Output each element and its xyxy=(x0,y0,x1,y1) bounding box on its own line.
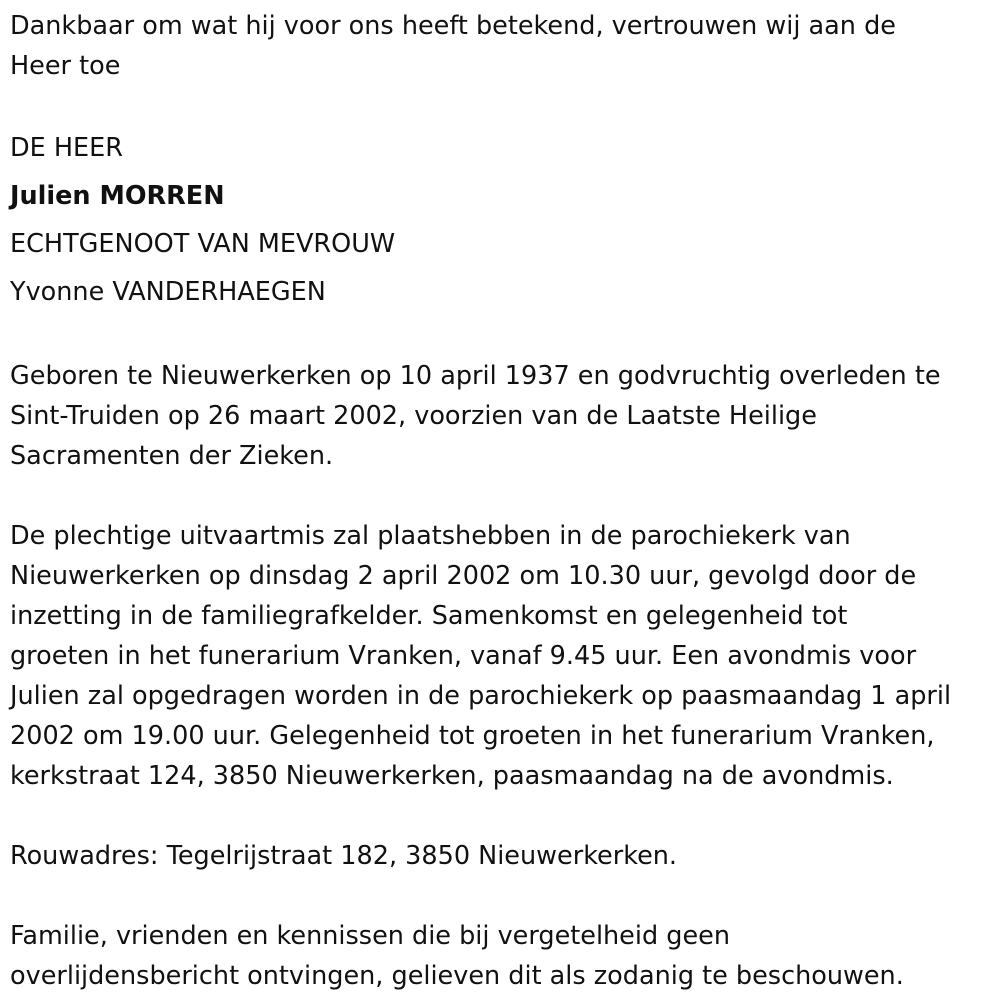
intro-line: Heer toe xyxy=(10,51,121,81)
birth-death-line: Sacramenten der Zieken. xyxy=(10,441,334,471)
birth-death-paragraph xyxy=(10,356,990,476)
birth-death-line: Sint-Truiden op 26 maart 2002, voorzien van de Laatste Heilige xyxy=(10,401,817,431)
spacer xyxy=(10,876,990,916)
spacer xyxy=(10,796,990,836)
funeral-line: inzetting in de familiegrafkelder. Samenkomst en gelegenheid tot xyxy=(10,601,848,631)
deceased-name: Julien MORREN xyxy=(10,181,225,211)
closing-paragraph xyxy=(10,916,990,996)
spouse-title: ECHTGENOOT VAN MEVROUW xyxy=(10,229,396,259)
funeral-line: De plechtige uitvaartmis zal plaatshebben in de parochiekerk van xyxy=(10,521,851,551)
intro-line: Dankbaar om wat hij voor ons heeft betekend, vertrouwen wij aan de xyxy=(10,11,896,41)
spacer xyxy=(10,316,990,356)
funeral-line: 2002 om 19.00 uur. Gelegenheid tot groeten in het funerarium Vranken, xyxy=(10,721,935,751)
intro-paragraph xyxy=(10,6,990,86)
closing-line: Familie, vrienden en kennissen die bij vergetelheid geen xyxy=(10,921,730,951)
spouse-name: Yvonne VANDERHAEGEN xyxy=(10,277,326,307)
birth-death-line: Geboren te Nieuwerkerken op 10 april 1937 en godvruchtig overleden te xyxy=(10,361,941,391)
mourning-address: Rouwadres: Tegelrijstraat 182, 3850 Nieuwerkerken. xyxy=(10,841,678,871)
closing-line: overlijdensbericht ontvingen, gelieven dit als zodanig te beschouwen. xyxy=(10,961,904,991)
funeral-line: Julien zal opgedragen worden in de parochiekerk op paasmaandag 1 april xyxy=(10,681,952,711)
address-paragraph xyxy=(10,836,990,876)
funeral-line: Nieuwerkerken op dinsdag 2 april 2002 om 10.30 uur, gevolgd door de xyxy=(10,561,917,591)
funeral-line: groeten in het funerarium Vranken, vanaf 9.45 uur. Een avondmis voor xyxy=(10,641,917,671)
spacer xyxy=(10,86,990,126)
funeral-line: kerkstraat 124, 3850 Nieuwerkerken, paasmaandag na de avondmis. xyxy=(10,761,894,791)
honorific: DE HEER xyxy=(10,133,123,163)
name-block xyxy=(10,124,990,316)
funeral-paragraph xyxy=(10,516,990,796)
spacer xyxy=(10,476,990,516)
